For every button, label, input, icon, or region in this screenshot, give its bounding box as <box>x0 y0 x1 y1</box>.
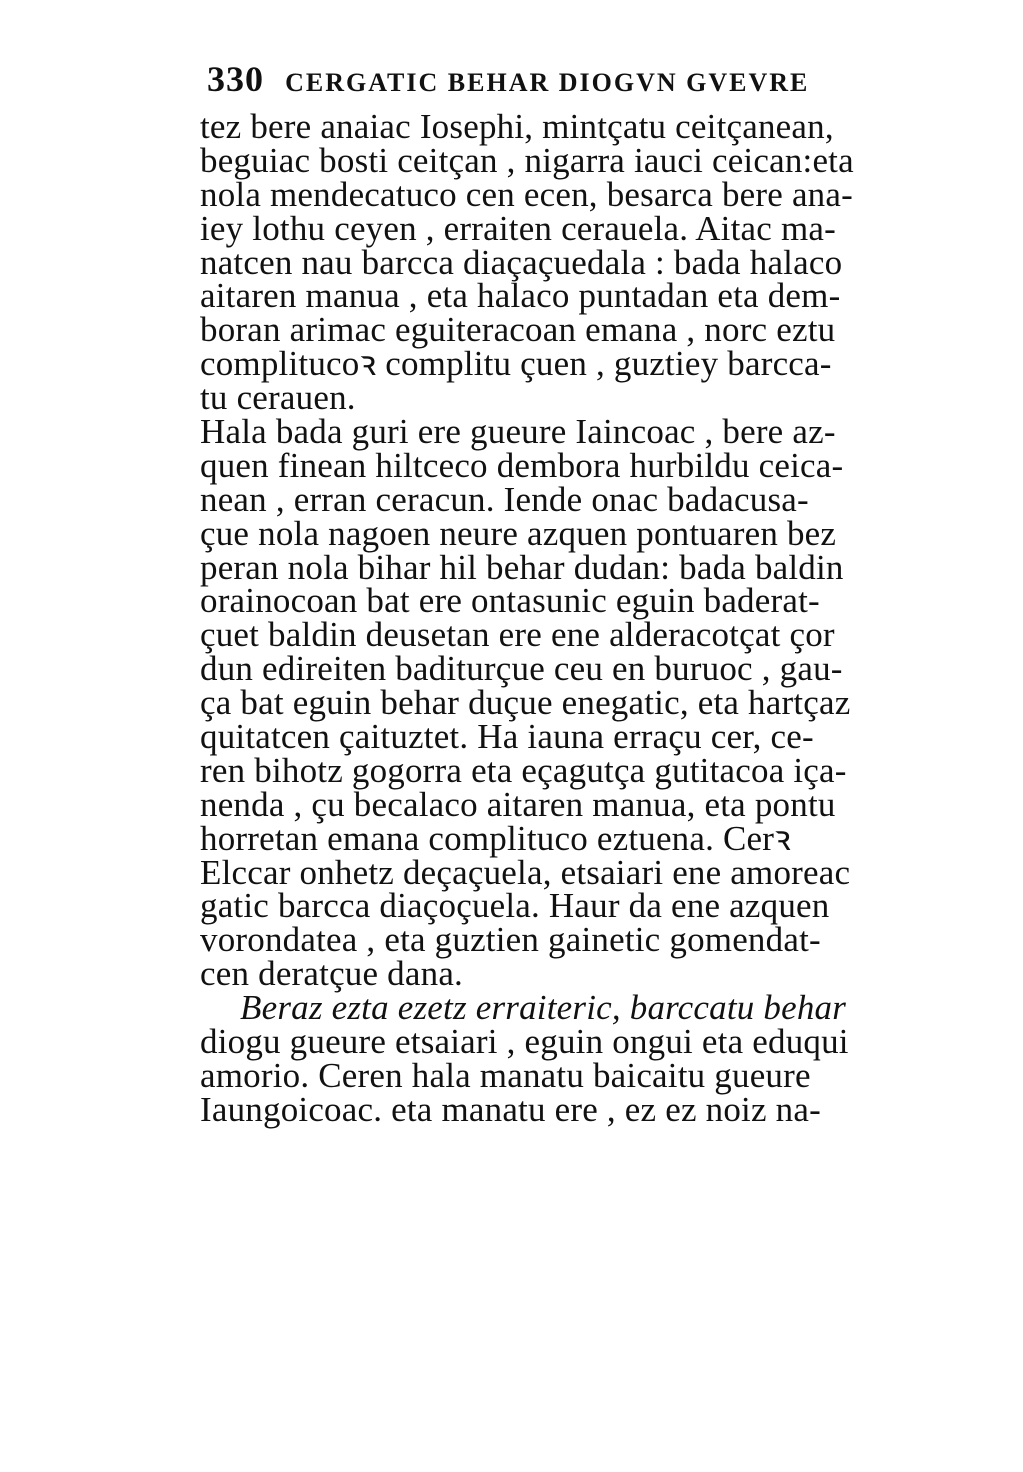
page-number: 330 <box>207 59 264 99</box>
text-line: aitaren manua , eta halaco puntadan eta dem- <box>200 276 841 316</box>
text-line: ren bihotz gogorra eta eçagutça gutitacoa iça- <box>200 750 847 790</box>
text-line: Elccar onhetz deçaçuela, etsaiari ene amoreac <box>200 852 851 892</box>
text-line: boran arimac eguiteracoan emana , norc eztu <box>200 310 836 350</box>
text-line: Hala bada guri ere gueure Iaincoac , bere az- <box>200 412 836 452</box>
text-line: ça bat eguin behar duçue enegatic, eta hartçaz <box>200 683 851 723</box>
text-line: natcen nau barcca diaçaçuedala : bada halaco <box>200 242 843 282</box>
running-title: CERGATIC BEHAR DIOGVN GVEVRE <box>285 68 810 97</box>
paragraph-3 <box>200 988 930 1129</box>
text-line: amorio. Ceren hala manatu baicaitu gueure <box>200 1055 811 1095</box>
text-line: diogu gueure etsaiari , eguin ongui eta eduqui <box>200 1022 849 1062</box>
main-text <box>200 107 930 1129</box>
text-line: nean , erran ceracun. Iende onac badacusa- <box>200 479 809 519</box>
text-line: vorondatea , eta guztien gainetic gomendat- <box>200 920 821 960</box>
text-line: çuet baldin deusetan ere ene alderacotçat çor <box>200 615 835 655</box>
text-line: tez bere anaiac Iosephi, mintçatu ceitçanean, <box>200 107 834 146</box>
text-line: horretan emana complituco eztuena. Cerꝛ <box>200 818 791 858</box>
text-line: cen deratçue dana. <box>200 954 464 994</box>
text-line: Iaungoicoac. eta manatu ere , ez ez noiz na- <box>200 1089 821 1129</box>
text-line: peran nola bihar hil behar dudan: bada baldin <box>200 547 844 587</box>
text-line: dun edireiten baditurçue ceu en buruoc , gau- <box>200 649 843 689</box>
text-line: complitucoꝛ complitu çuen , guztiey barcca- <box>200 344 832 384</box>
text-line: quitatcen çaituztet. Ha iauna erraçu cer, ce- <box>200 717 814 757</box>
text-line: nenda , çu becalaco aitaren manua, eta pontu <box>200 784 836 824</box>
text-line: orainocoan bat ere ontasunic eguin baderat- <box>200 581 820 621</box>
text-line: Beraz ezta ezetz erraiteric, barccatu behar <box>240 988 847 1028</box>
text-line: nola mendecatuco cen ecen, besarca bere ana- <box>200 174 853 214</box>
running-head <box>207 58 917 106</box>
text-line: tu cerauen. <box>200 378 356 418</box>
paragraph-2 <box>200 412 930 994</box>
text-line: gatic barcca diaçoçuela. Haur da ene azquen <box>200 886 830 926</box>
text-line: iey lothu ceyen , erraiten cerauela. Aitac ma- <box>200 208 836 248</box>
text-line: quen finean hiltceco dembora hurbildu ceica- <box>200 445 844 485</box>
text-line: beguiac bosti ceitçan , nigarra iauci ceican:eta <box>200 140 854 180</box>
text-line: çue nola nagoen neure azquen pontuaren bez <box>200 513 837 553</box>
paragraph-1 <box>200 107 930 418</box>
